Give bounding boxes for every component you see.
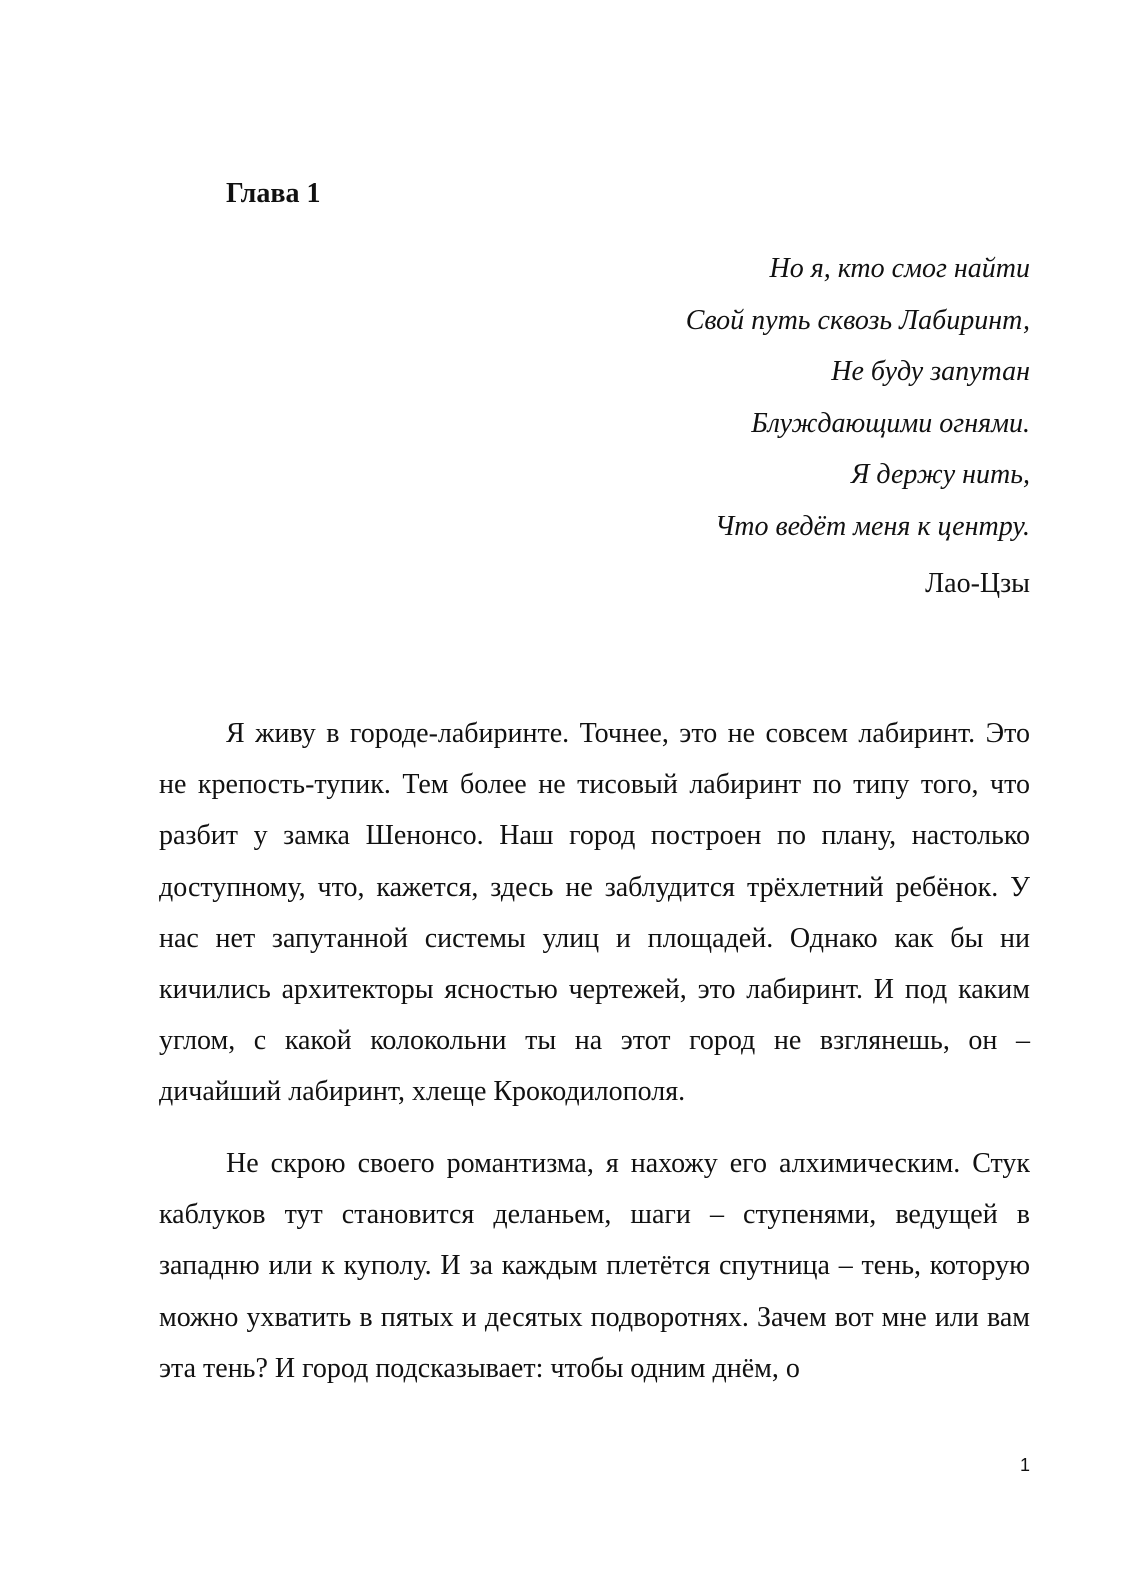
epigraph-line: Я держу нить, (851, 459, 1030, 490)
epigraph-line: Что ведёт меня к центру. (714, 510, 1030, 542)
epigraph-line: Свой путь сквозь Лабиринт, (685, 304, 1030, 336)
body-paragraph: Не скрою своего романтизма, я нахожу его алхимическим. Стук каблуков тут становится деланьем, шаги – ступенями, ведущей в западню или к куполу. И за каждым плетётся спутница – тень, которую можно ухватить в пятых и десятых подворотнях. Зачем вот мне или вам эта тень? И город подсказывает: чтобы одним днём, о (159, 1148, 1030, 1384)
epigraph-line: Но я, кто смог найти (769, 253, 1030, 284)
chapter-title: Глава 1 (226, 178, 321, 209)
epigraph-author: Лао-Цзы (925, 568, 1030, 599)
page-number: 1 (1019, 1455, 1030, 1475)
body-paragraph: Я живу в городе-лабиринте. Точнее, это не совсем лабиринт. Это не крепость-тупик. Тем более не тисовый лабиринт по типу того, что разбит у замка Шенонсо. Наш город построен по плану, настолько доступному, что, кажется, здесь не заблудится трёхлетний ребёнок. У нас нет запутанной системы улиц и площадей. Однако как бы ни кичились архитекторы ясностью чертежей, это лабиринт. И под каким углом, с какой колокольни ты на этот город не взглянешь, он – дичайший лабиринт, хлеще Крокодилополя. (159, 718, 1030, 1108)
epigraph-line: Не буду запутан (831, 356, 1030, 387)
epigraph (430, 243, 1030, 604)
epigraph-line: Блуждающими огнями. (751, 407, 1030, 439)
